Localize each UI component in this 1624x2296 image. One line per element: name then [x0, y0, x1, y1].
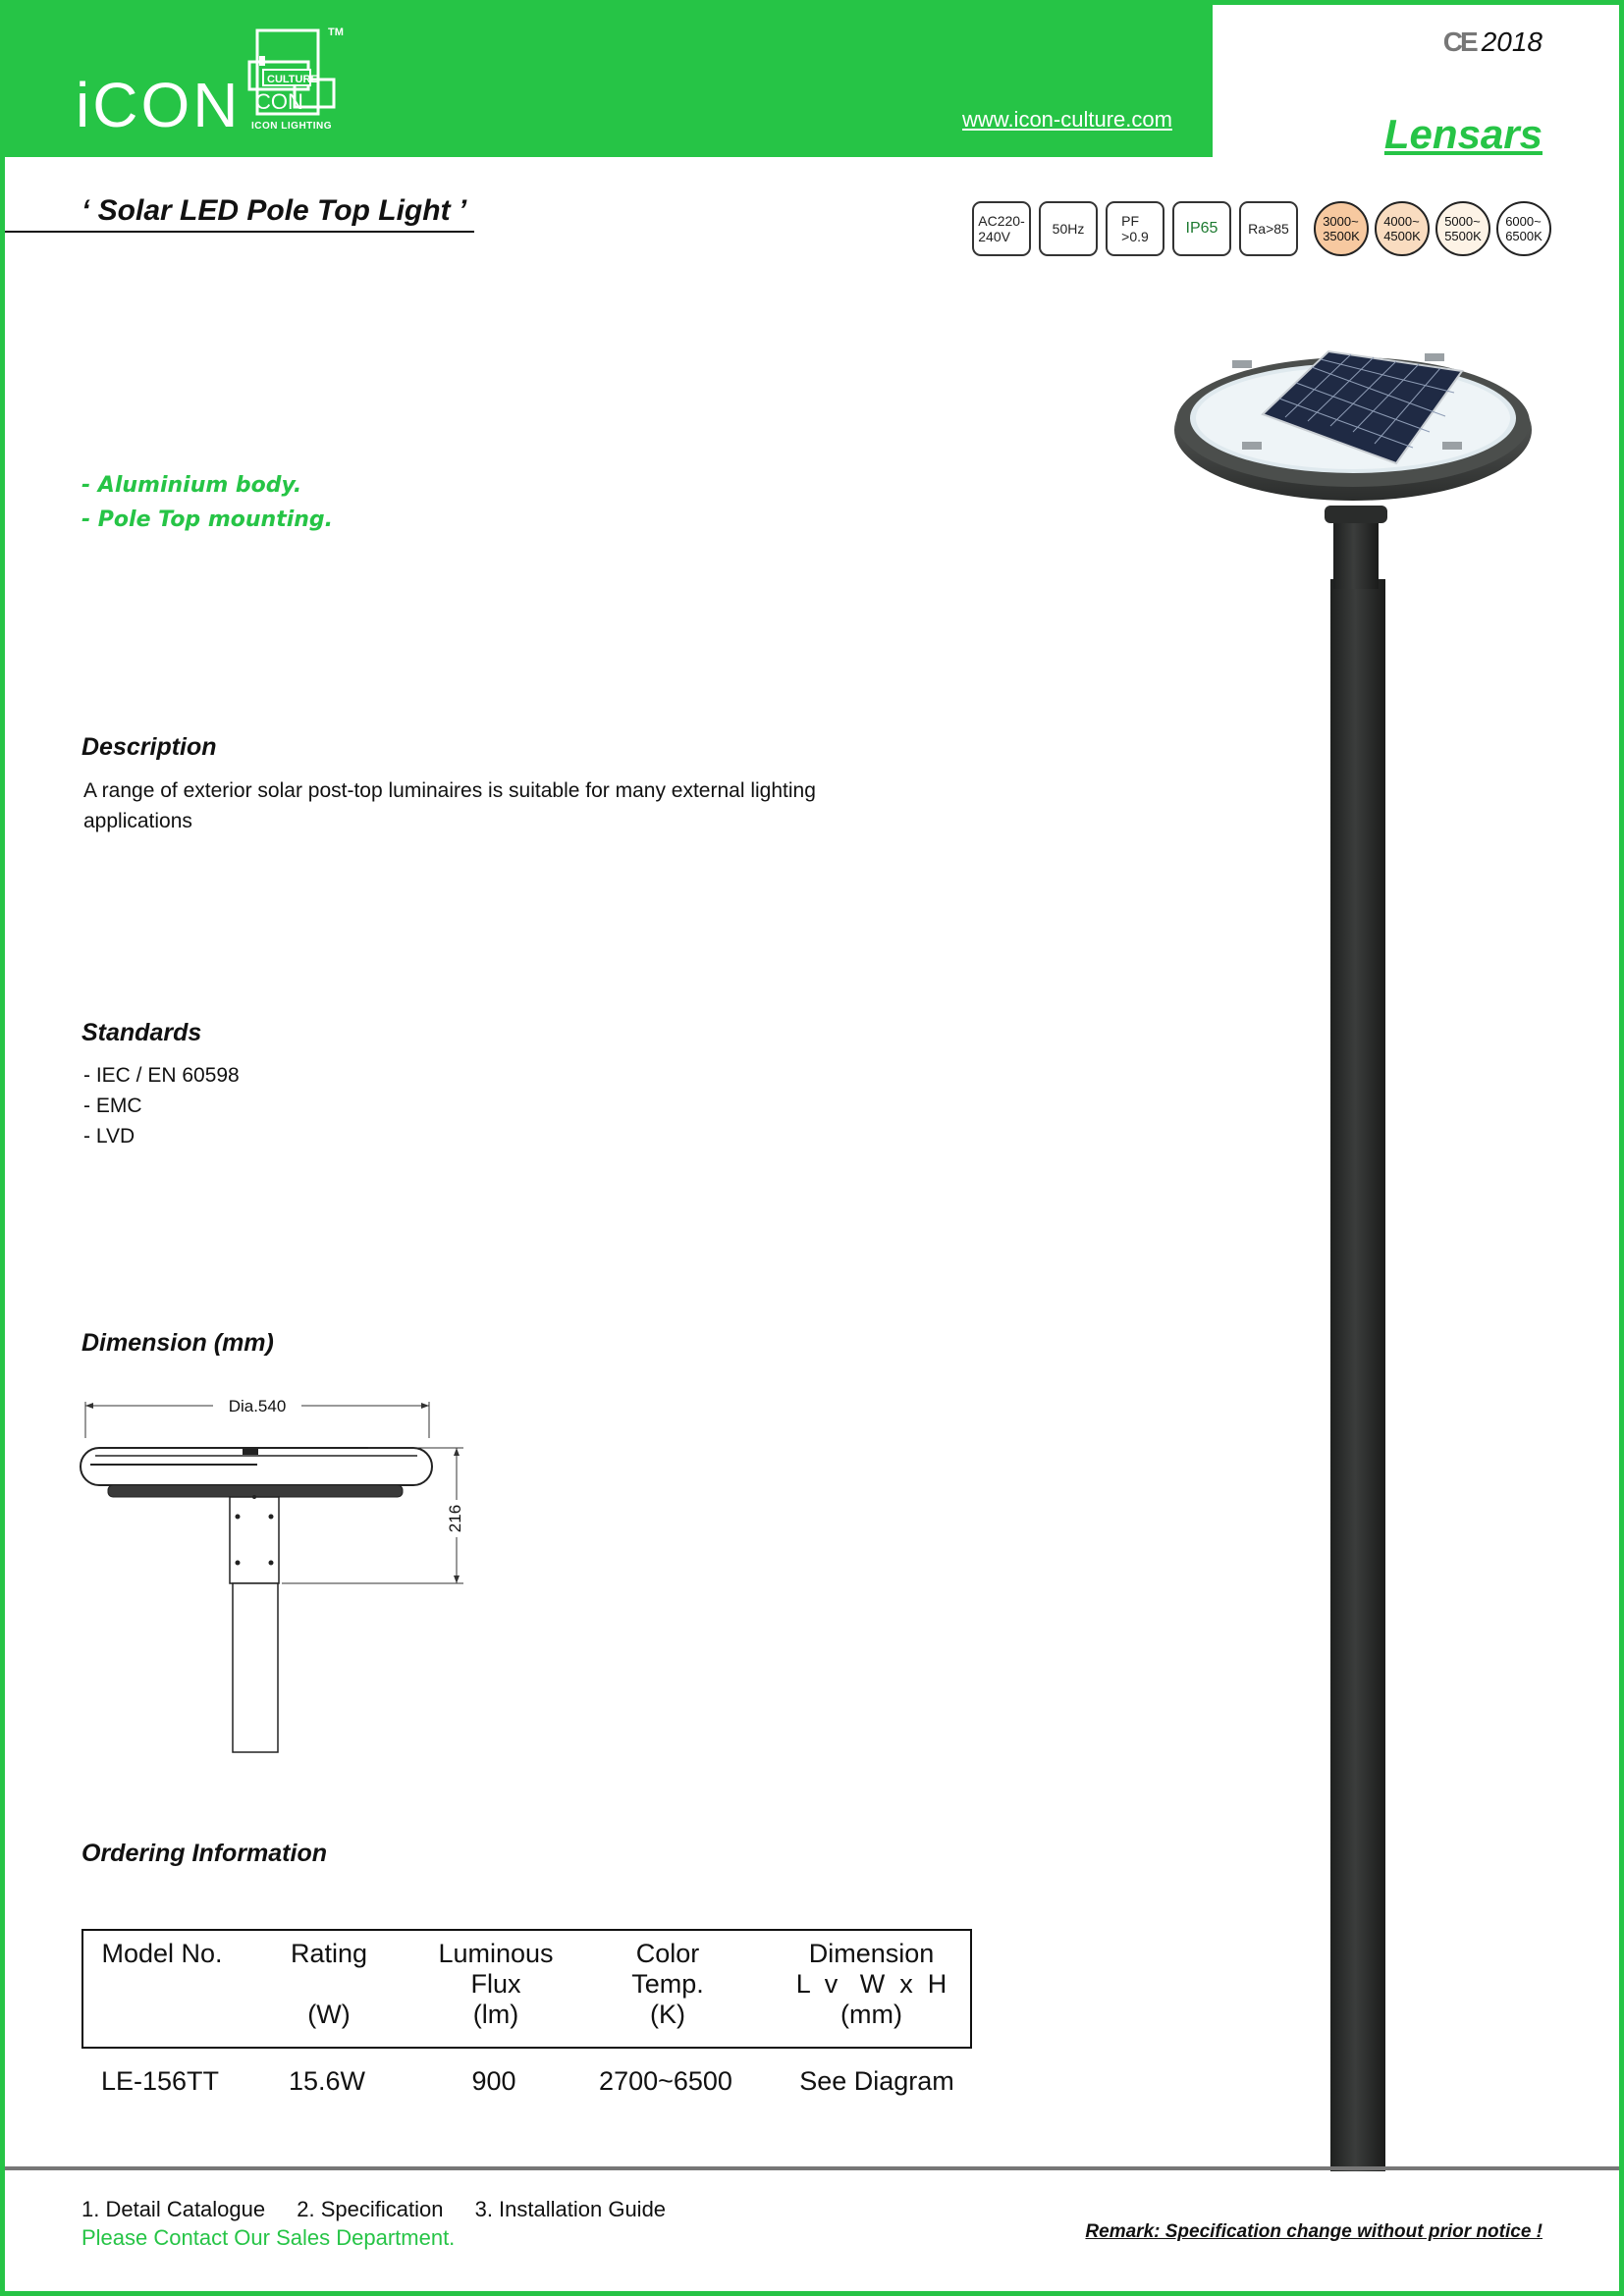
product-title: ‘ Solar LED Pole Top Light ’	[81, 194, 467, 227]
remark-text: Remark: Specification change without prior notice !	[1085, 2221, 1543, 2242]
trademark-mark: TM	[328, 27, 344, 38]
ip-rating-badge: IP65	[1172, 201, 1231, 256]
col-color-temp: Color Temp. (K)	[631, 1939, 704, 2029]
logo-culture-text: CULTURE	[267, 74, 318, 85]
ordering-table-header	[81, 1929, 972, 2049]
standards-list	[83, 1060, 240, 1151]
footer-divider	[5, 2166, 1619, 2170]
ce-year	[1443, 27, 1543, 58]
col-dimension: Dimension L v W x H (mm)	[795, 1939, 947, 2029]
description-heading: Description	[81, 733, 217, 761]
cct-badge-4000: 4000~ 4500K	[1375, 201, 1430, 256]
logo-subtitle: ICON LIGHTING	[251, 121, 333, 132]
header-band	[5, 5, 1213, 157]
ordering-heading: Ordering Information	[81, 1840, 327, 1867]
diameter-label: Dia.540	[228, 1397, 287, 1415]
footer-links	[81, 2197, 691, 2222]
cri-badge: Ra>85	[1239, 201, 1298, 256]
col-rating: Rating (W)	[290, 1939, 368, 2029]
standard-item: - EMC	[83, 1095, 142, 1117]
standard-item: - LVD	[83, 1125, 135, 1148]
ce-mark-icon: CE	[1442, 27, 1476, 57]
website-link[interactable]: www.icon-culture.com	[962, 107, 1172, 132]
dimension-drawing	[76, 1384, 488, 1767]
brand-name: Lensars	[1383, 111, 1543, 157]
feature-item: - Pole Top mounting.	[81, 507, 334, 532]
footer-link-catalogue[interactable]: 1. Detail Catalogue	[81, 2197, 266, 2221]
height-label: 216	[446, 1504, 464, 1533]
catalogue-year: 2018	[1481, 27, 1543, 57]
col-model: Model No.	[101, 1939, 223, 1968]
cct-badge-3000: 3000~ 3500K	[1314, 201, 1369, 256]
power-factor-badge: PF >0.9	[1106, 201, 1164, 256]
dimension-heading: Dimension (mm)	[81, 1329, 274, 1357]
brand-logo-text: iCON	[76, 70, 242, 140]
voltage-badge: AC220- 240V	[972, 201, 1031, 256]
table-row	[81, 2066, 972, 2106]
frequency-badge: 50Hz	[1039, 201, 1098, 256]
cell-dimension: See Diagram	[799, 2066, 954, 2096]
feature-list	[81, 468, 333, 537]
feature-item: - Aluminium body.	[81, 473, 302, 498]
cell-rating: 15.6W	[288, 2066, 366, 2096]
cell-model: LE-156TT	[100, 2066, 220, 2096]
standard-item: - IEC / EN 60598	[83, 1064, 240, 1087]
cell-flux: 900	[471, 2066, 516, 2096]
logo-icon-text: CON	[255, 89, 303, 114]
col-flux: Luminous Flux (lm)	[438, 1939, 554, 2029]
cct-badge-6000: 6000~ 6500K	[1496, 201, 1551, 256]
footer-contact: Please Contact Our Sales Department.	[81, 2225, 456, 2250]
product-title-underline	[5, 191, 474, 233]
footer-link-installation[interactable]: 3. Installation Guide	[474, 2197, 667, 2221]
footer-link-specification[interactable]: 2. Specification	[297, 2197, 444, 2221]
standards-heading: Standards	[81, 1019, 202, 1046]
product-image	[1162, 324, 1544, 2171]
brand-logo-mark	[245, 23, 353, 140]
cct-badge-5000: 5000~ 5500K	[1435, 201, 1490, 256]
cell-color-temp: 2700~6500	[599, 2066, 732, 2096]
spec-badges	[972, 201, 1557, 256]
description-text: A range of exterior solar post-top luminaires is suitable for many external lighting applications	[83, 779, 816, 832]
